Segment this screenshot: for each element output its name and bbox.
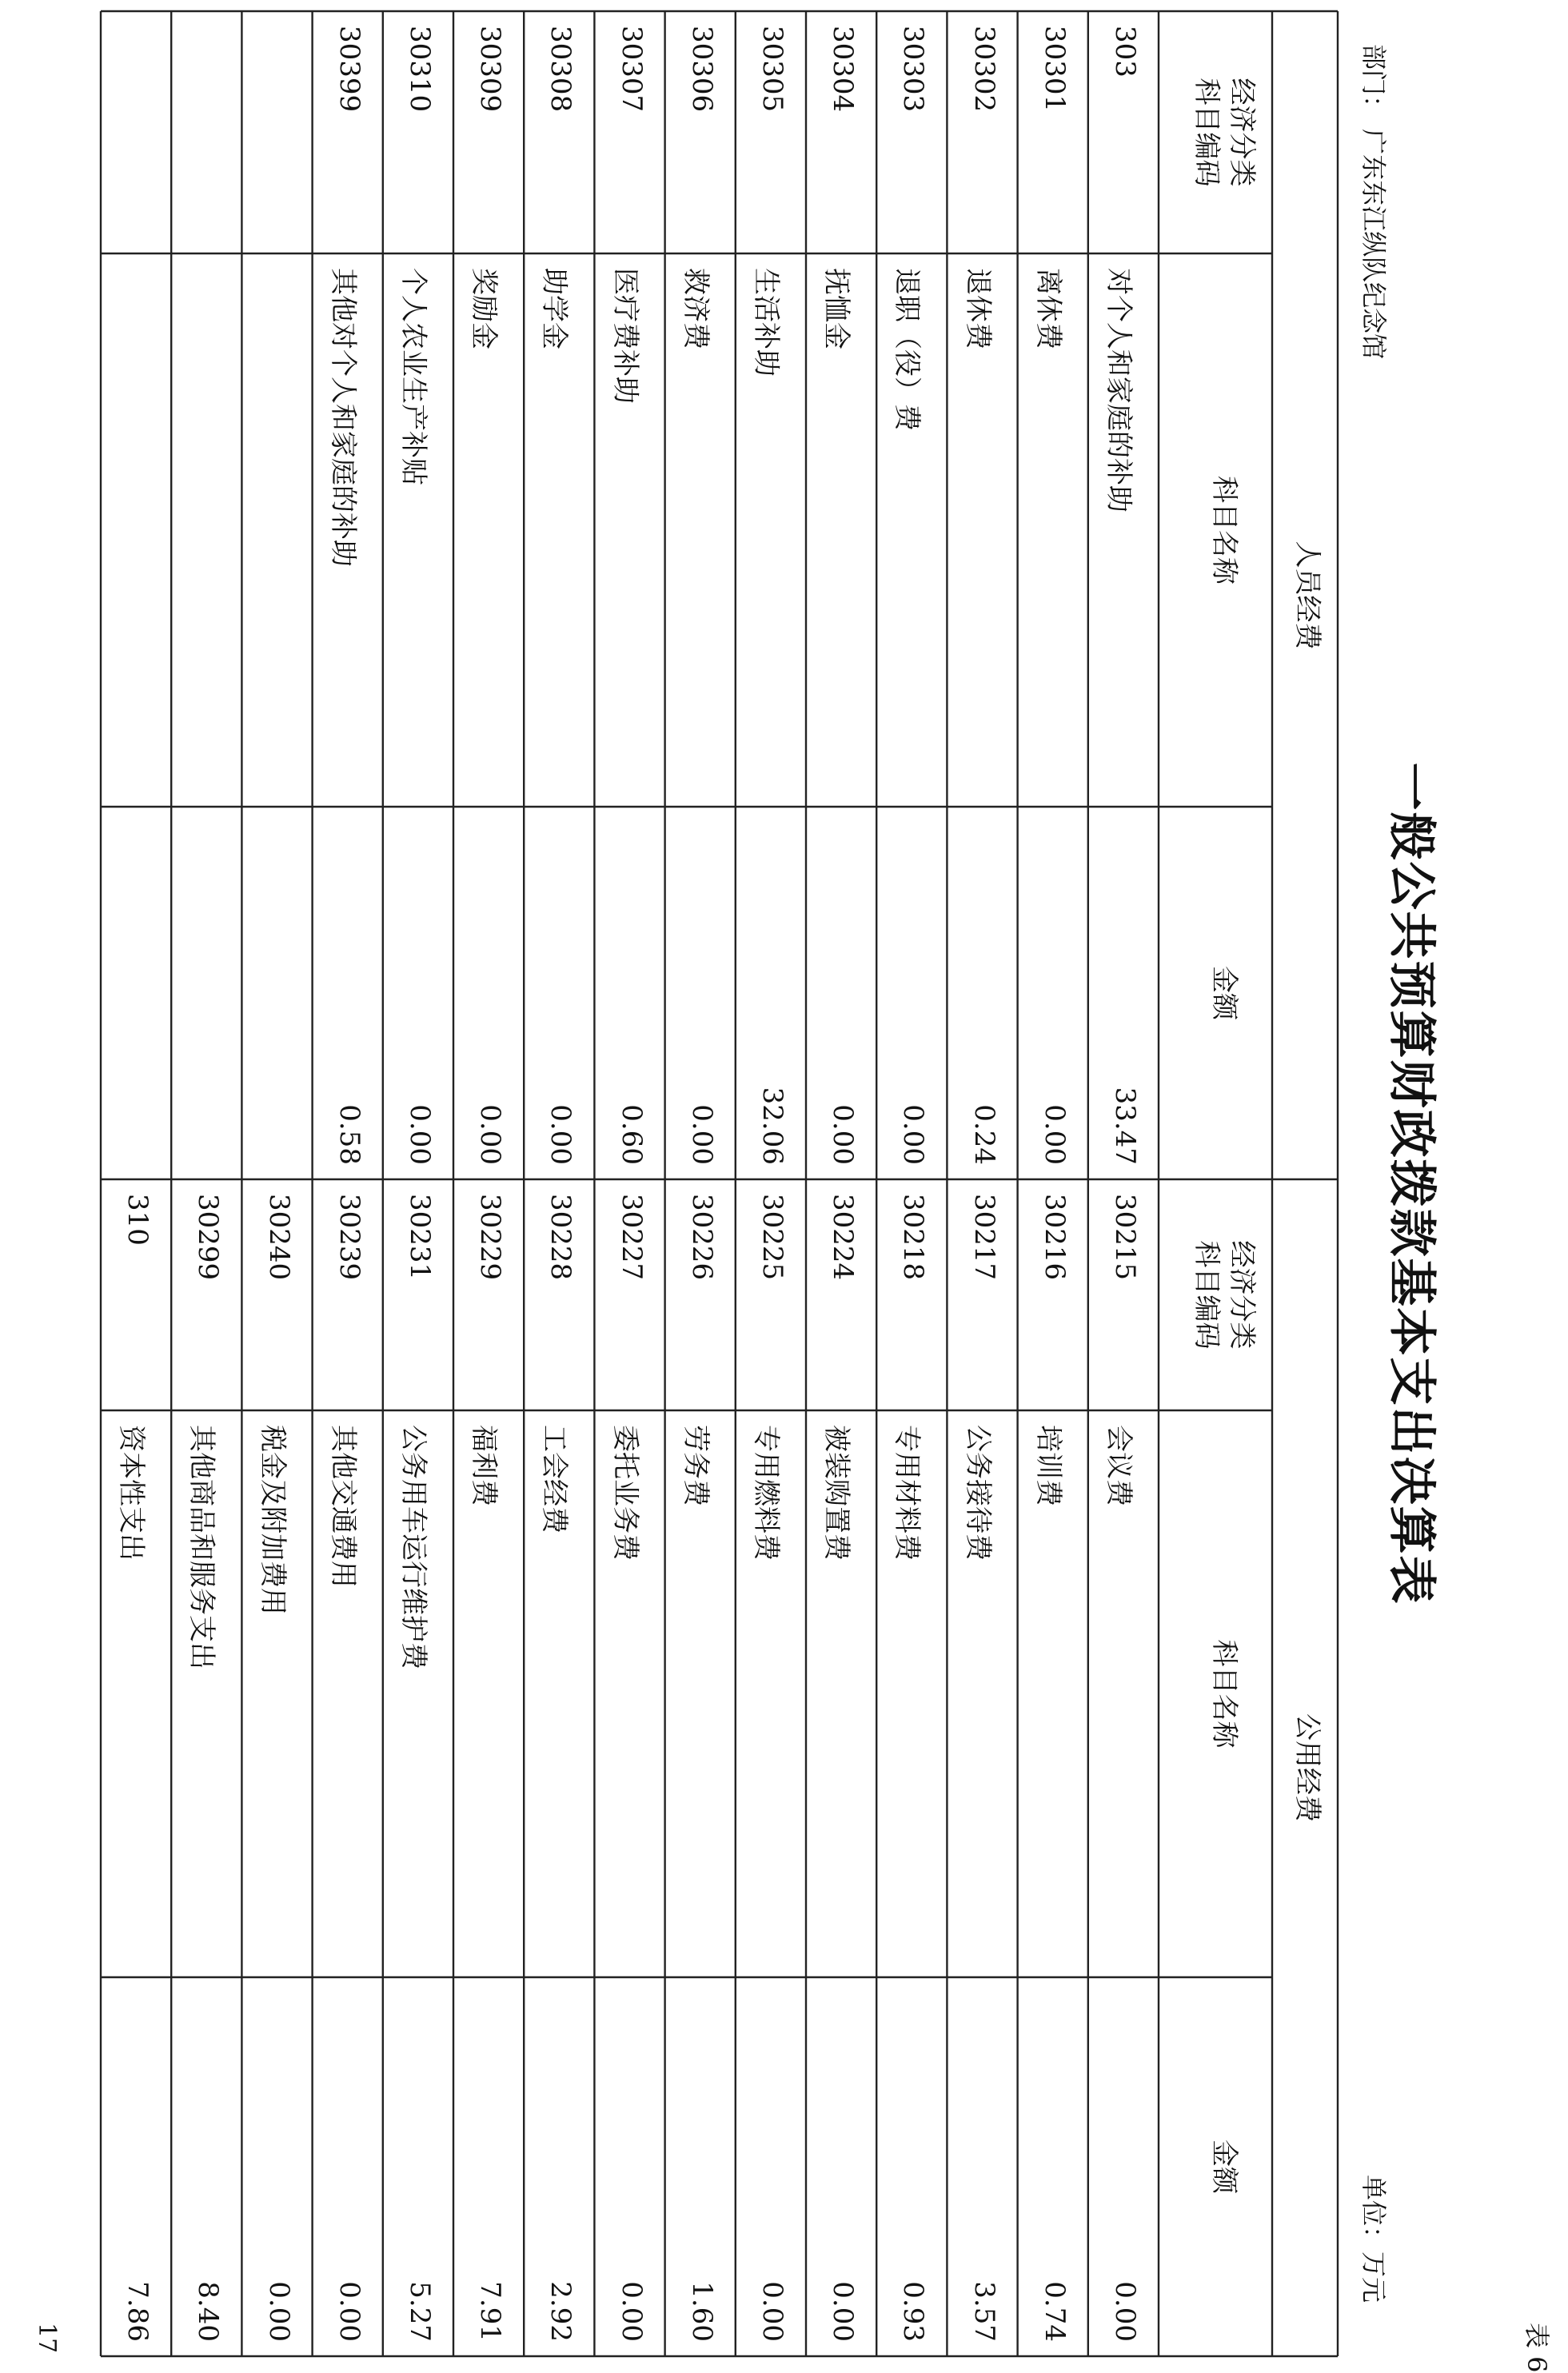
personnel-code-cell: 30302 (968, 26, 1000, 113)
personnel-amount-cell: 0.00 (685, 1104, 718, 1165)
personnel-amount-cell: 0.60 (615, 1104, 648, 1165)
public-name-cell: 被装购置费 (820, 1425, 853, 1561)
personnel-name-cell: 退职（役）费 (891, 268, 924, 431)
public-amount-cell: 0.00 (262, 2281, 295, 2342)
public-code-cell: 30231 (404, 1194, 436, 1281)
personnel-amount-cell: 0.00 (1038, 1104, 1071, 1165)
personnel-code-cell: 30303 (897, 26, 930, 113)
public-amount-cell: 0.00 (615, 2281, 648, 2342)
personnel-amount-cell: 0.58 (333, 1104, 365, 1165)
personnel-code-cell: 30399 (333, 26, 365, 113)
public-code-cell: 30240 (262, 1194, 295, 1281)
public-code-cell: 30216 (1038, 1194, 1071, 1281)
public-name-cell: 其他商品和服务支出 (186, 1425, 218, 1669)
public-amount-cell: 0.93 (897, 2281, 930, 2342)
department-label: 部门： 广东东江纵队纪念馆 (1359, 44, 1389, 360)
personnel-code-cell: 30304 (827, 26, 860, 113)
public-code-cell: 30217 (968, 1194, 1000, 1281)
personnel-name-cell: 退休费 (961, 268, 994, 349)
personnel-header: 人员经费 (1291, 540, 1323, 650)
public-name-cell: 委托业务费 (608, 1425, 641, 1561)
public-code-cell: 30215 (1109, 1194, 1141, 1281)
public-amount-cell: 1.60 (685, 2281, 718, 2342)
personnel-name-cell: 个人农业生产补贴 (397, 268, 429, 485)
public-amount-cell: 0.00 (333, 2281, 365, 2342)
personnel-name-cell: 助学金 (538, 268, 571, 349)
public-name-header: 科目名称 (1208, 1639, 1240, 1749)
public-name-cell: 劳务费 (679, 1425, 712, 1506)
public-header: 公用经费 (1291, 1713, 1323, 1822)
public-name-cell: 公务接待费 (961, 1425, 994, 1561)
personnel-name-cell: 生活补助 (750, 268, 782, 377)
personnel-name-cell: 其他对个人和家庭的补助 (326, 268, 359, 567)
public-code-cell: 30227 (615, 1194, 648, 1281)
personnel-code-cell: 30308 (545, 26, 577, 113)
public-amount-cell: 0.00 (827, 2281, 860, 2342)
public-code-cell: 30225 (756, 1194, 788, 1281)
personnel-name-cell: 救济费 (679, 268, 712, 349)
unit-label: 单位：万元 (1359, 2175, 1389, 2303)
public-code-header: 经济分类 科目编码 (1191, 1240, 1258, 1350)
personnel-amount-cell: 0.00 (827, 1104, 860, 1165)
personnel-name-cell: 对个人和家庭的补助 (1103, 268, 1135, 512)
public-code-cell: 30229 (474, 1194, 507, 1281)
public-name-cell: 其他交通费用 (326, 1425, 359, 1588)
public-amount-cell: 2.92 (545, 2281, 577, 2342)
public-name-cell: 培训费 (1031, 1425, 1064, 1506)
personnel-code-cell: 30309 (474, 26, 507, 113)
public-name-cell: 专用材料费 (891, 1425, 924, 1561)
personnel-code-cell: 303 (1109, 26, 1141, 78)
public-code-cell: 30226 (685, 1194, 718, 1281)
personnel-amount-cell: 32.06 (756, 1087, 788, 1165)
personnel-name-cell: 医疗费补助 (608, 268, 641, 404)
personnel-amount-header: 金额 (1208, 966, 1240, 1020)
public-amount-header: 金额 (1208, 2140, 1240, 2194)
public-amount-cell: 3.57 (968, 2281, 1000, 2342)
personnel-code-header: 经济分类 科目编码 (1191, 78, 1258, 187)
personnel-amount-cell: 0.00 (474, 1104, 507, 1165)
public-name-cell: 福利费 (468, 1425, 501, 1506)
public-name-cell: 工会经费 (538, 1425, 571, 1533)
personnel-amount-cell: 0.24 (968, 1104, 1000, 1165)
personnel-code-cell: 30305 (756, 26, 788, 113)
public-name-cell: 会议费 (1103, 1425, 1135, 1506)
public-code-cell: 30239 (333, 1194, 365, 1281)
public-name-cell: 税金及附加费用 (256, 1425, 289, 1615)
personnel-name-header: 科目名称 (1208, 476, 1240, 584)
public-code-cell: 30218 (897, 1194, 930, 1281)
personnel-amount-cell: 33.47 (1109, 1087, 1141, 1165)
public-amount-cell: 7.91 (474, 2281, 507, 2342)
personnel-name-cell: 奖励金 (468, 268, 501, 349)
page-number: 17 (33, 2323, 61, 2354)
personnel-name-cell: 离休费 (1031, 268, 1064, 349)
public-amount-cell: 0.00 (756, 2281, 788, 2342)
public-amount-cell: 0.00 (1109, 2281, 1141, 2342)
personnel-amount-cell: 0.00 (545, 1104, 577, 1165)
personnel-code-cell: 30307 (615, 26, 648, 113)
public-code-cell: 30299 (192, 1194, 225, 1281)
personnel-amount-cell: 0.00 (404, 1104, 436, 1165)
public-amount-cell: 8.40 (192, 2281, 225, 2342)
public-name-cell: 资本性支出 (115, 1425, 148, 1561)
public-amount-cell: 7.86 (122, 2281, 154, 2342)
personnel-amount-cell: 0.00 (897, 1104, 930, 1165)
table-number: 表 6 (1522, 2323, 1552, 2373)
public-code-cell: 310 (122, 1194, 154, 1246)
public-code-cell: 30224 (827, 1194, 860, 1281)
personnel-code-cell: 30310 (404, 26, 436, 113)
report-title: 一般公共预算财政拨款基本支出决算表 (1383, 762, 1439, 1605)
personnel-name-cell: 抚恤金 (820, 268, 853, 349)
public-amount-cell: 0.74 (1038, 2281, 1071, 2342)
public-name-cell: 公务用车运行维护费 (397, 1425, 429, 1669)
personnel-code-cell: 30301 (1038, 26, 1071, 113)
public-amount-cell: 5.27 (404, 2281, 436, 2342)
personnel-code-cell: 30306 (685, 26, 718, 113)
public-code-cell: 30228 (545, 1194, 577, 1281)
public-name-cell: 专用燃料费 (750, 1425, 782, 1561)
